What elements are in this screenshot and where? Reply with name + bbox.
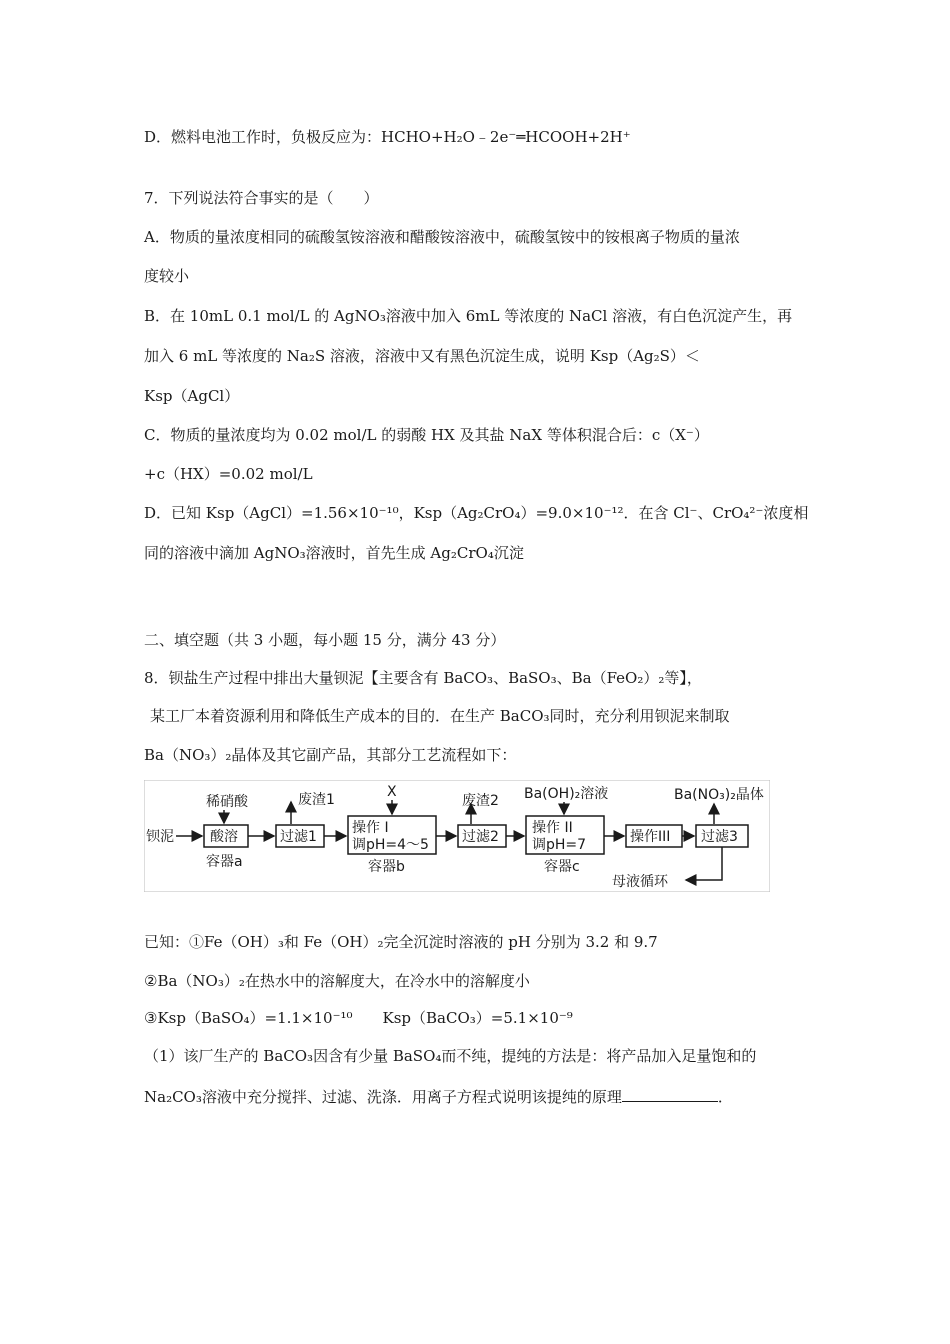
section-heading: 二、填空题（共 3 小题，每小题 15 分，满分 43 分） [144,631,506,649]
filter2-label: 过滤2 [462,829,499,845]
q8-part1-line2 [144,1086,733,1107]
q8-line1: 8．钡盐生产过程中排出大量钡泥【主要含有 BaCO₃、BaSO₃、Ba（FeO₂）₂等】， [144,669,702,687]
q7-option-c-line2: +c（HX）=0.02 mol/L [144,465,313,483]
x-label: X [387,784,397,800]
q8-known1: 已知：①Fe（OH）₃和 Fe（OH）₂完全沉淀时溶液的 pH 分别为 3.2 和 9.7 [144,933,658,951]
q8-known2: ②Ba（NO₃）₂在热水中的溶解度大，在冷水中的溶解度小 [144,972,530,990]
q7-option-b-line3: Ksp（AgCl） [144,387,240,405]
q8-part1-text: Na₂CO₃溶液中充分搅拌、过滤、洗涤．用离子方程式说明该提纯的原理 [144,1088,622,1106]
start-label: 钡泥 [146,829,174,845]
q7-option-b-line1: B．在 10mL 0.1 mol/L 的 AgNO₃溶液中加入 6mL 等浓度的 NaCl 溶液，有白色沉淀产生，再 [144,307,793,325]
product-label: Ba(NO₃)₂晶体 [674,787,764,803]
filter3-label: 过滤3 [701,829,738,845]
q8-part1-line1: （1）该厂生产的 BaCO₃因含有少量 BaSO₄而不纯，提纯的方法是：将产品加入足量饱和的 [144,1047,757,1065]
q7-option-a-line2: 度较小 [144,267,190,285]
process-flow-diagram [144,780,770,892]
q8-line3: Ba（NO₃）₂晶体及其它副产品，其部分工艺流程如下： [144,746,517,764]
q8-line2: 某工厂本着资源利用和降低生产成本的目的．在生产 BaCO₃同时，充分利用钡泥来制取 [150,707,730,725]
operation3-label: 操作III [630,829,671,845]
q7-option-d-line1: D．已知 Ksp（AgCl）=1.56×10⁻¹⁰，Ksp（Ag₂CrO₄）=9.0×10⁻¹²．在含 Cl⁻、CrO₄²⁻浓度相 [144,504,809,522]
vessel-b-label: 容器b [368,859,405,875]
arrow-mother-liquor-recycle [686,847,722,880]
waste1-label: 废渣1 [298,792,335,808]
q8-known3: ③Ksp（BaSO₄）=1.1×10⁻¹⁰ Ksp（BaCO₃）=5.1×10⁻⁹ [144,1009,573,1027]
baoh2-label: Ba(OH)₂溶液 [524,786,609,802]
recycle-label: 母液循环 [612,874,668,890]
q6-option-d: D．燃料电池工作时，负极反应为：HCHO+H₂O﹣2e⁻═HCOOH+2H⁺ [144,128,631,146]
operation1-ph-label: 调pH=4～5 [352,837,429,853]
operation2-label: 操作 II [532,820,573,836]
answer-blank[interactable] [622,1086,718,1102]
dissolve-label: 酸溶 [210,829,238,845]
q7-option-b-line2: 加入 6 mL 等浓度的 Na₂S 溶液，溶液中又有黑色沉淀生成，说明 Ksp（Ag₂S）＜ [144,347,700,365]
filter1-label: 过滤1 [280,829,317,845]
waste2-label: 废渣2 [462,793,499,809]
acid-label: 稀硝酸 [206,794,248,810]
operation2-ph-label: 调pH=7 [532,837,587,853]
q7-option-a-line1: A．物质的量浓度相同的硫酸氢铵溶液和醋酸铵溶液中，硫酸氢铵中的铵根离子物质的量浓 [144,228,740,246]
q7-option-d-line2: 同的溶液中滴加 AgNO₃溶液时，首先生成 Ag₂CrO₄沉淀 [144,544,524,562]
vessel-a-label: 容器a [206,854,243,870]
vessel-c-label: 容器c [544,859,580,875]
q8-part1-end: ． [717,1088,733,1106]
q7-stem: 7．下列说法符合事实的是（ ） [144,189,379,207]
operation1-label: 操作 I [352,820,389,836]
q7-option-c-line1: C．物质的量浓度均为 0.02 mol/L 的弱酸 HX 及其盐 NaX 等体积混合后：c（X⁻） [144,426,709,444]
